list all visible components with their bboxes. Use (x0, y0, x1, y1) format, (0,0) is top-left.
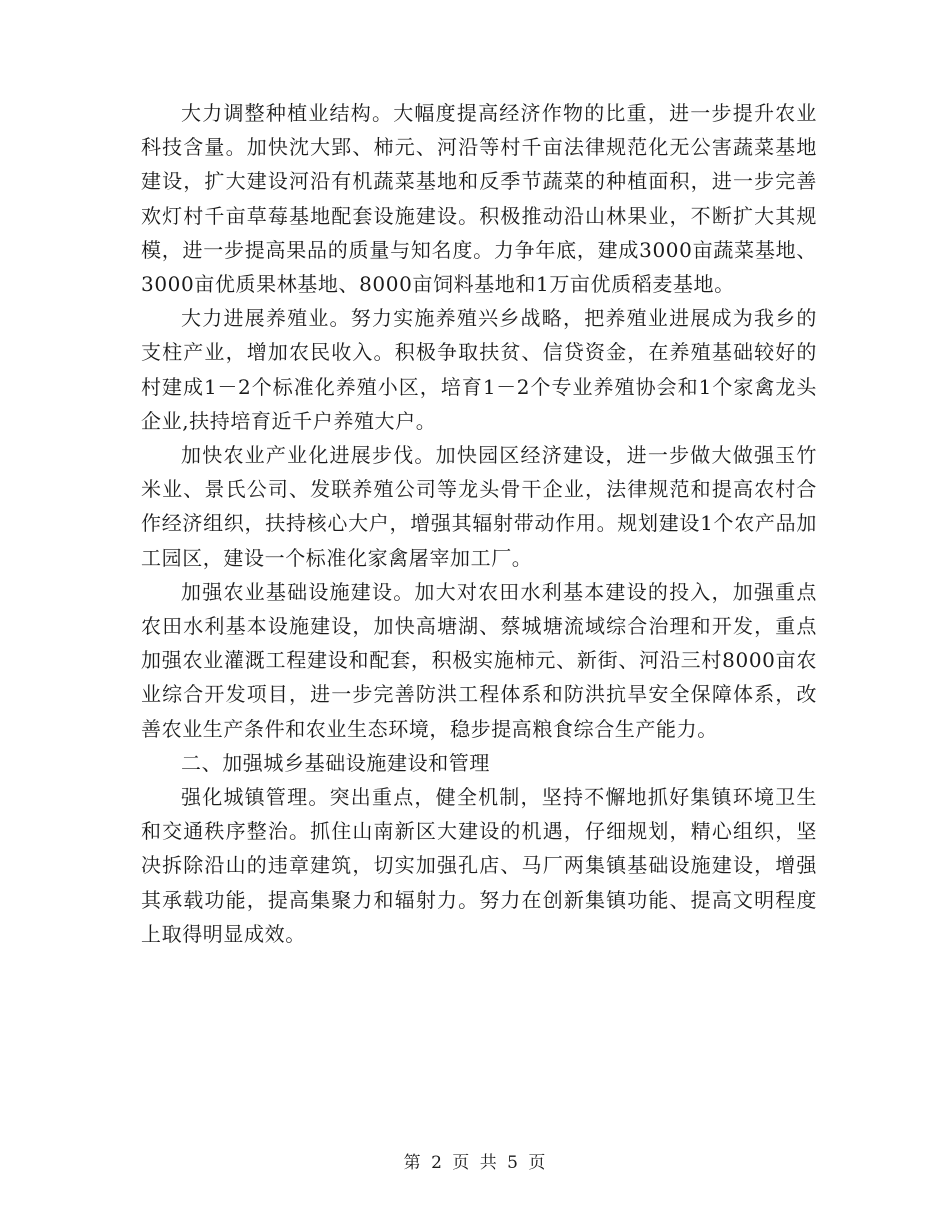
document-body (141, 96, 817, 951)
paragraph-industrialization: 加快农业产业化进展步伐。加快园区经济建设，进一步做大做强玉竹米业、景氏公司、发联养殖公司等龙头骨干企业，法律规范和提高农村合作经济组织，扶持核心大户，增强其辐射带动作用。规划建设1个农产品加工园区，建设一个标准化家禽屠宰加工厂。 (141, 443, 817, 570)
paragraph-town-management: 强化城镇管理。突出重点，健全机制，坚持不懈地抓好集镇环境卫生和交通秩序整治。抓住山南新区大建设的机遇，仔细规划，精心组织，坚决拆除沿山的违章建筑，切实加强孔店、马厂两集镇基础设施建设，增强其承载功能，提高集聚力和辐射力。努力在创新集镇功能、提高文明程度上取得明显成效。 (141, 785, 817, 946)
page-number-footer: 第 2 页 共 5 页 (403, 1153, 547, 1173)
paragraph-planting: 大力调整种植业结构。大幅度提高经济作物的比重，进一步提升农业科技含量。加快沈大郢、柿元、河沿等村千亩法律规范化无公害蔬菜基地建设，扩大建设河沿有机蔬菜基地和反季节蔬菜的种植面积，进一步完善欢灯村千亩草莓基地配套设施建设。积极推动沿山林果业，不断扩大其规模，进一步提高果品的质量与知名度。力争年底，建成3000亩蔬菜基地、3000亩优质果林基地、8000亩饲料基地和1万亩优质稻麦基地。 (141, 101, 817, 297)
section-heading: 二、加强城乡基础设施建设和管理 (181, 750, 490, 775)
paragraph-infrastructure: 加强农业基础设施建设。加大对农田水利基本建设的投入，加强重点农田水利基本设施建设，加快高塘湖、蔡城塘流域综合治理和开发，重点加强农业灌溉工程建设和配套，积极实施柿元、新街、河沿三村8000亩农业综合开发项目，进一步完善防洪工程体系和防洪抗旱安全保障体系，改善农业生产条件和农业生态环境，稳步提高粮食综合生产能力。 (141, 579, 817, 741)
paragraph-breeding: 大力进展养殖业。努力实施养殖兴乡战略，把养殖业进展成为我乡的支柱产业，增加农民收入。积极争取扶贫、信贷资金，在养殖基础较好的村建成1－2个标准化养殖小区，培育1－2个专业养殖协会和1个家禽龙头企业,扶持培育近千户养殖大户。 (141, 306, 817, 433)
